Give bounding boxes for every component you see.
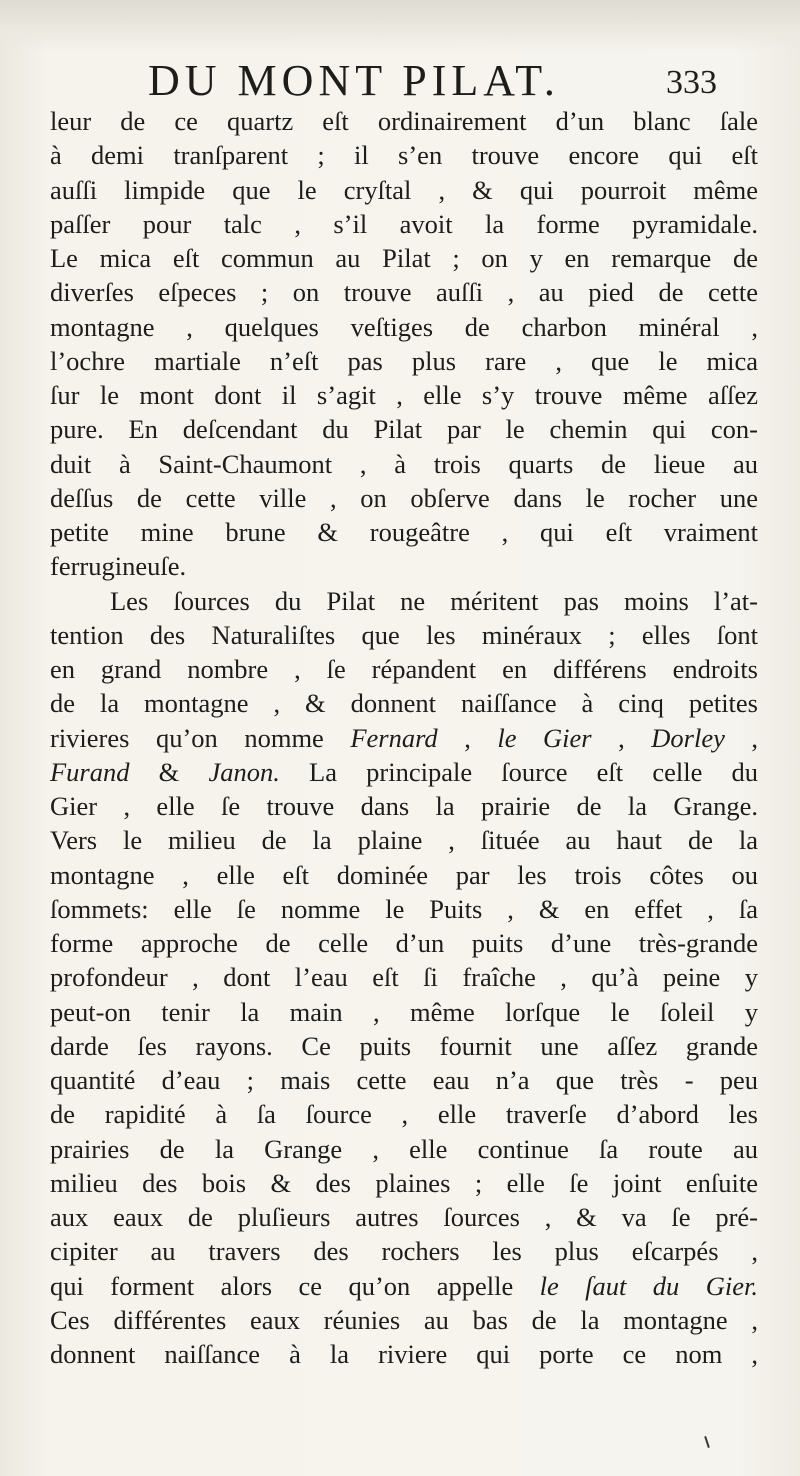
text-line: [50, 515, 758, 549]
line-text: paſſer pour talc , s’il avoit la forme pyramidale.: [50, 208, 758, 239]
line-text: diverſes eſpeces ; on trouve auſſi , au pied de cette: [50, 277, 758, 308]
line-text: montagne , quelques veſtiges de charbon minéral ,: [50, 311, 758, 342]
text-line: [50, 310, 758, 344]
text-line: [50, 1303, 758, 1337]
text-line: [50, 138, 758, 172]
text-line: [50, 549, 758, 583]
line-text: ſommets: elle ſe nomme le Puits , & en effet , ſa: [50, 893, 758, 924]
line-text: en grand nombre , ſe répandent en différens endroits: [50, 654, 758, 684]
text-line: [50, 378, 758, 412]
line-text: deſſus de cette ville , on obſerve dans le rocher une: [50, 482, 758, 513]
line-text: ,: [591, 722, 652, 753]
line-text: quantité d’eau ; mais cette eau n’a que très - peu: [50, 1065, 758, 1095]
line-text: de la montagne , & donnent naiſſance à cinq petites: [50, 688, 758, 719]
text-line: [50, 1097, 758, 1131]
line-text: Ces différentes eaux réunies au bas de la montagne ,: [50, 1304, 758, 1335]
line-text: &: [129, 756, 209, 787]
text-line: [50, 447, 758, 481]
text-line: [50, 1234, 758, 1268]
text-line: [50, 241, 758, 275]
text-line: [50, 1337, 758, 1371]
text-line: [50, 412, 758, 446]
italic-text: Dorley: [651, 722, 725, 753]
text-line: [50, 686, 758, 720]
text-line: [50, 995, 758, 1029]
text-line: [50, 1029, 758, 1063]
italic-text: le Gier: [497, 722, 592, 753]
line-text: duit à Saint-Chaumont , à trois quarts de lieue au: [50, 448, 758, 479]
line-text: montagne , elle eſt dominée par les trois côtes ou: [50, 859, 758, 890]
page-number: 333: [666, 64, 717, 101]
text-line: [50, 721, 758, 755]
text-line: [50, 823, 758, 857]
line-text: rivieres qu’on nomme: [50, 722, 351, 753]
line-text: de rapidité à ſa ſource , elle traverſe d’abord les: [50, 1099, 758, 1130]
text-line: [50, 755, 758, 789]
italic-text: Janon.: [208, 756, 280, 787]
line-text: pure. En deſcendant du Pilat par le chemin qui con-: [50, 414, 758, 445]
line-text: auſſi limpide que le cryſtal , & qui pourroit même: [50, 174, 758, 205]
line-text: prairies de la Grange , elle continue ſa route au: [50, 1133, 758, 1164]
text-line: [50, 789, 758, 823]
line-text: ſur le mont dont il s’agit , elle s’y trouve même aſſez: [50, 380, 758, 410]
line-text: Gier , elle ſe trouve dans la prairie de la Grange.: [50, 791, 758, 821]
line-text: petite mine brune & rougeâtre , qui eſt vraiment: [50, 517, 758, 547]
text-line: [50, 858, 758, 892]
line-text: cipiter au travers des rochers les plus eſcarpés ,: [50, 1236, 758, 1267]
text-line: [50, 1200, 758, 1234]
text-line: [50, 207, 758, 241]
line-text: ,: [437, 722, 498, 753]
text-line: [50, 1166, 758, 1200]
text-line: [50, 1132, 758, 1166]
text-line: [50, 275, 758, 309]
text-line: [50, 960, 758, 994]
running-head: [0, 58, 800, 104]
line-text: La principale ſource eſt celle du: [279, 756, 758, 787]
text-line: [50, 104, 758, 138]
line-text: milieu des bois & des plaines ; elle ſe joint enſuite: [50, 1167, 758, 1198]
text-line: [50, 173, 758, 207]
page-top-shadow: [0, 0, 800, 52]
text-line: [50, 652, 758, 686]
italic-text: Fernard: [350, 722, 438, 753]
text-line: [50, 481, 758, 515]
line-text: darde ſes rayons. Ce puits fournit une aſſez grande: [50, 1030, 758, 1061]
line-text: Le mica eſt commun au Pilat ; on y en remarque de: [50, 243, 758, 273]
text-line: [50, 926, 758, 960]
running-title: DU MONT PILAT.: [148, 56, 560, 105]
text-line: [50, 618, 758, 652]
line-text: leur de ce quartz eſt ordinairement d’un blanc ſale: [50, 106, 758, 136]
line-text: Vers le milieu de la plaine , ſituée au haut de la: [50, 825, 758, 856]
text-line: [50, 1269, 758, 1303]
italic-text: le ſaut du Gier.: [539, 1270, 758, 1301]
body-text: [50, 104, 758, 1371]
line-text: profondeur , dont l’eau eſt ſi fraîche , qu’à peine y: [50, 962, 758, 993]
line-text: Les ſources du Pilat ne méritent pas moins l’at-: [110, 585, 758, 616]
text-line: [50, 584, 758, 618]
line-text: qui forment alors ce qu’on appelle: [50, 1270, 540, 1301]
line-text: donnent naiſſance à la riviere qui porte ce nom ,: [50, 1339, 758, 1369]
line-text: peut-on tenir la main , même lorſque le ſoleil y: [50, 996, 758, 1027]
line-text: ,: [724, 722, 758, 753]
line-text: tention des Naturaliſtes que les minéraux ; elles ſont: [50, 619, 758, 650]
ink-mark: [704, 1436, 710, 1448]
text-line: [50, 892, 758, 926]
text-line: [50, 344, 758, 378]
line-text: aux eaux de pluſieurs autres ſources , & va ſe pré-: [50, 1202, 758, 1232]
line-text: à demi tranſparent ; il s’en trouve encore qui eſt: [50, 140, 758, 171]
line-text: forme approche de celle d’un puits d’une très-grande: [50, 928, 758, 958]
text-line: [50, 1063, 758, 1097]
line-text: l’ochre martiale n’eſt pas plus rare , que le mica: [50, 345, 758, 376]
italic-text: Furand: [50, 756, 130, 787]
line-text: ferrugineuſe.: [50, 551, 187, 582]
